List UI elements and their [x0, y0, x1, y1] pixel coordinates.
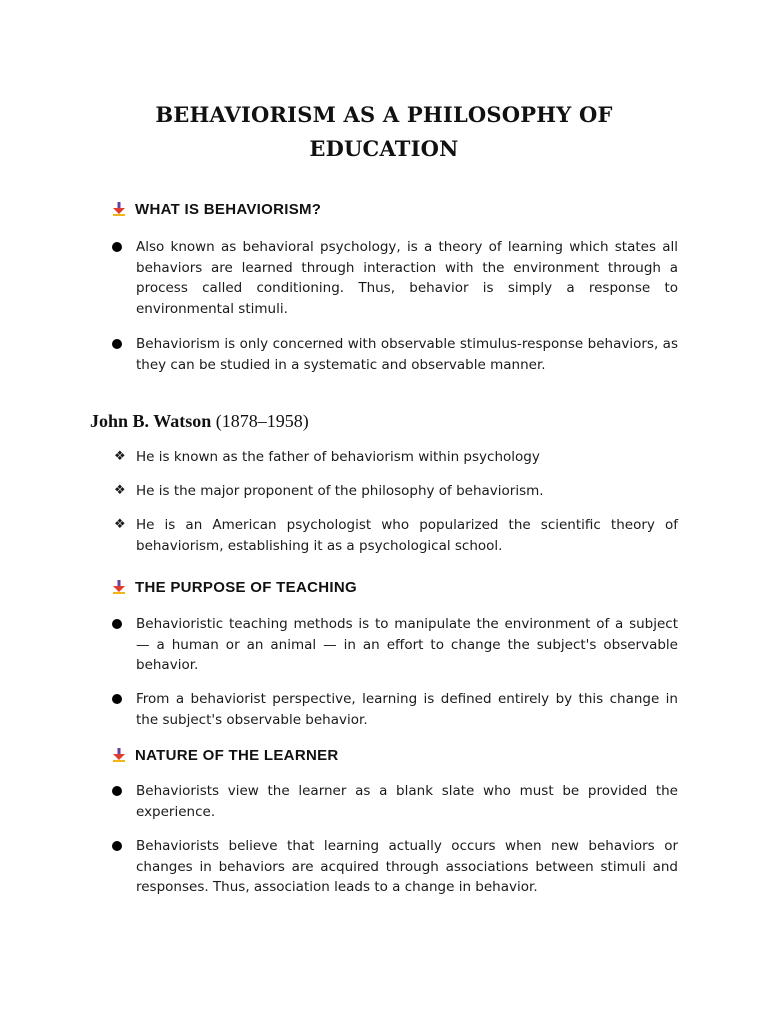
list-item-text: Behaviorism is only concerned with observable stimulus-response behaviors, as they can be studied in a systematic and observable manner. [136, 336, 678, 373]
document-title [120, 98, 648, 166]
title-line-2: EDUCATION [309, 136, 459, 161]
filled-circle-icon [112, 242, 122, 252]
title-line-1: BEHAVIORISM AS A PHILOSOPHY OF [155, 102, 613, 127]
filled-circle-icon [112, 619, 122, 629]
four-diamond-icon: ❖ [114, 517, 126, 532]
filled-circle-icon [112, 694, 122, 704]
list-item-text: Behaviorists believe that learning actually occurs when new behaviors or changes in behaviors are acquired through associations between stimuli and responses. Thus, association leads to a change in behavior. [136, 838, 678, 896]
list-item [110, 481, 678, 502]
person-years: (1878–1958) [215, 411, 309, 431]
four-diamond-icon: ❖ [114, 483, 126, 498]
list-item-text: Also known as behavioral psychology, is a theory of learning which states all behaviors are learned through interaction with the environment through a process called conditioning. Thus, behavior is simply a response to environmental stimuli. [136, 239, 678, 318]
list-item [110, 447, 678, 468]
person-name: John B. Watson [90, 411, 212, 431]
heading-text: THE PURPOSE OF TEACHING [135, 579, 357, 596]
list-item [110, 836, 678, 898]
list-item-text: Behaviorists view the learner as a blank slate who must be provided the experience. [136, 783, 678, 820]
arrow-down-icon [112, 580, 126, 594]
filled-circle-icon [112, 339, 122, 349]
list-item [110, 689, 678, 730]
list-item [110, 237, 678, 320]
list-item [110, 614, 678, 676]
list-item-text: He is known as the father of behaviorism within psychology [136, 449, 540, 465]
heading-nature-of-learner [112, 746, 339, 766]
list-item [110, 515, 678, 556]
list-item-text: Behavioristic teaching methods is to manipulate the environment of a subject — a human or an animal — in an effort to change the subject's observable behavior. [136, 616, 678, 674]
filled-circle-icon [112, 841, 122, 851]
heading-text: NATURE OF THE LEARNER [135, 747, 339, 764]
heading-purpose-of-teaching [112, 578, 357, 598]
person-heading [90, 410, 309, 432]
list-item-text: He is an American psychologist who popularized the scientific theory of behaviorism, establishing it as a psychological school. [136, 517, 678, 554]
heading-text: WHAT IS BEHAVIORISM? [135, 201, 322, 218]
list-item [110, 781, 678, 822]
list-item-text: He is the major proponent of the philosophy of behaviorism. [136, 483, 544, 499]
filled-circle-icon [112, 786, 122, 796]
list-item [110, 334, 678, 375]
heading-what-is-behaviorism [112, 200, 321, 220]
list-item-text: From a behaviorist perspective, learning is defined entirely by this change in the subject's observable behavior. [136, 691, 678, 728]
arrow-down-icon [112, 202, 126, 216]
arrow-down-icon [112, 748, 126, 762]
four-diamond-icon: ❖ [114, 449, 126, 464]
